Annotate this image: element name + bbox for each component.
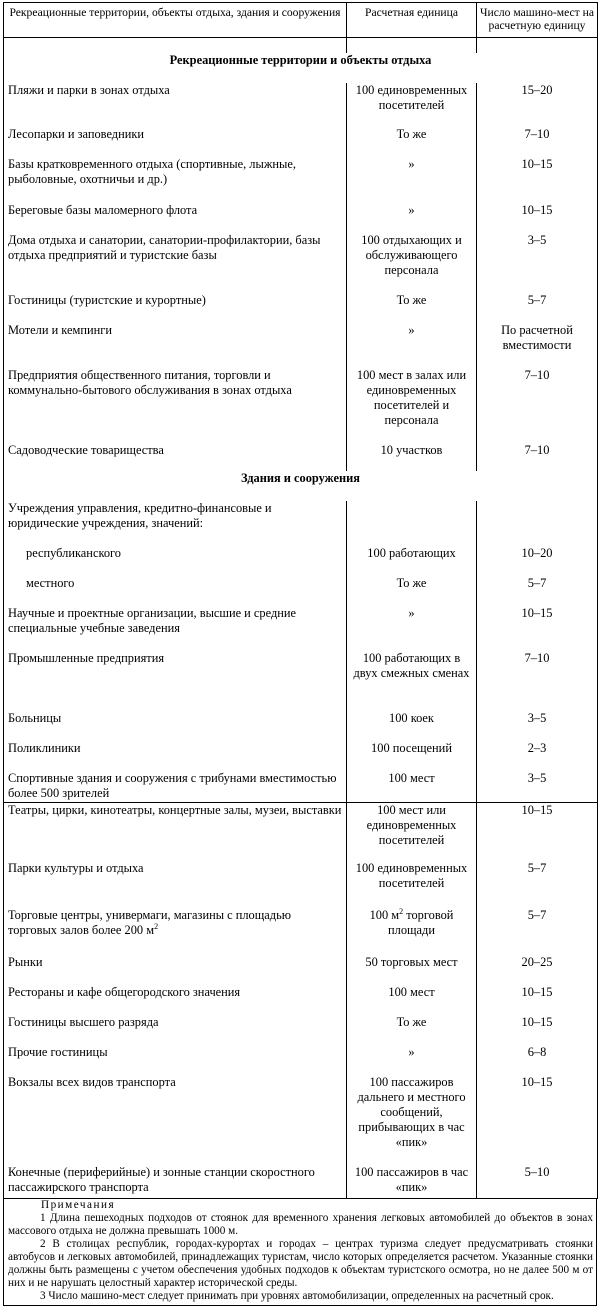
table-row: [4, 203, 598, 233]
row-value: 3–5: [477, 233, 598, 293]
table-row: [4, 861, 598, 908]
section-title-row: [4, 53, 598, 83]
row-unit: То же: [347, 1015, 477, 1045]
row-value: 7–10: [477, 368, 598, 443]
row-name: Базы кратковременного отдыха (спортивные, лыжные, рыболовные, охотничьи и др.): [4, 157, 347, 203]
section-title-row: [4, 471, 598, 501]
superscript: 2: [399, 906, 404, 916]
table-row: [4, 771, 598, 803]
row-unit: 10 участков: [347, 443, 477, 471]
table-row: [4, 157, 598, 203]
row-name: Конечные (периферийные) и зонные станции скоростного пассажирского транспорта: [4, 1165, 347, 1199]
table-row: [4, 1045, 598, 1075]
table-row: [4, 1015, 598, 1045]
table-row: [4, 368, 598, 443]
row-value: 7–10: [477, 443, 598, 471]
superscript: 2: [154, 921, 159, 931]
row-name-text: Торговые центры, универмаги, магазины с площадью торговых залов более 200 м: [8, 907, 291, 937]
table-row: [4, 741, 598, 771]
table-row: [4, 651, 598, 711]
row-unit: 100 коек: [347, 711, 477, 741]
row-value: 10–15: [477, 1015, 598, 1045]
parking-norms-table: [3, 2, 598, 1199]
row-value: 10–15: [477, 606, 598, 651]
row-unit: 100 пассажиров дальнего и местного сообщений, прибывающих в час «пик»: [347, 1075, 477, 1165]
table-row: [4, 83, 598, 127]
row-value: 3–5: [477, 711, 598, 741]
row-name: Мотели и кемпинги: [4, 323, 347, 368]
table-row: [4, 546, 598, 576]
row-unit: 100 мест: [347, 771, 477, 803]
row-unit: 100 единовременных посетителей: [347, 861, 477, 908]
row-value: 5–7: [477, 861, 598, 908]
row-name: Учреждения управления, кредитно-финансовые и юридические учреждения, значений:: [4, 501, 347, 546]
row-unit: [347, 908, 477, 955]
row-name: Пляжи и парки в зонах отдыха: [4, 83, 347, 127]
table-row: [4, 908, 598, 955]
header-col-spaces: Число машино-мест на расчетную единицу: [477, 3, 598, 38]
row-name: Рестораны и кафе общегородского значения: [4, 985, 347, 1015]
row-name: Гостиницы (туристские и курортные): [4, 293, 347, 323]
row-unit: 50 торговых мест: [347, 955, 477, 985]
row-value: 7–10: [477, 651, 598, 711]
row-value: 5–7: [477, 293, 598, 323]
row-unit: 100 мест: [347, 985, 477, 1015]
row-name: Лесопарки и заповедники: [4, 127, 347, 157]
row-value: 5–7: [477, 908, 598, 955]
row-value: 3–5: [477, 771, 598, 803]
section-title: Рекреационные территории и объекты отдыха: [4, 53, 598, 83]
row-name: Театры, цирки, кинотеатры, концертные залы, музеи, выставки: [4, 803, 347, 861]
row-unit: То же: [347, 293, 477, 323]
row-value: 15–20: [477, 83, 598, 127]
row-name: Предприятия общественного питания, торговли и коммунально-бытового обслуживания в зонах отдыха: [4, 368, 347, 443]
row-value: [477, 501, 598, 546]
table-row: [4, 576, 598, 606]
row-value: 10–15: [477, 1075, 598, 1165]
table-row: [4, 711, 598, 741]
note-item: 1 Длина пешеходных подходов от стоянок для временного хранения легковых автомобилей до объектов в зонах массового отдыха не должна превышать 1000 м.: [8, 1212, 593, 1237]
row-unit: [347, 501, 477, 546]
row-value: 10–20: [477, 546, 598, 576]
header-col-objects: Рекреационные территории, объекты отдыха, здания и сооружения: [4, 3, 347, 38]
table-row: [4, 985, 598, 1015]
notes-title: Примечания: [41, 1199, 116, 1211]
row-value: 20–25: [477, 955, 598, 985]
table-row: [4, 293, 598, 323]
row-value: 7–10: [477, 127, 598, 157]
row-value: 2–3: [477, 741, 598, 771]
row-unit: 100 работающих в двух смежных сменах: [347, 651, 477, 711]
row-name: Спортивные здания и сооружения с трибунами вместимостью более 500 зрителей: [4, 771, 347, 803]
note-item: 2 В столицах республик, городах-курортах и городах – центрах туризма следует предусматривать стоянки автобусов и легковых автомобилей, принадлежащих туристам, число которых определяется расчетом. Указанные стоянки должны быть размещены с учетом обеспечения удобных подходов к объектам туристского осмотра, но не далее 500 м от них и не нарушать целостный характер исторической среды.: [8, 1238, 593, 1289]
table-row: [4, 803, 598, 861]
table-row: [4, 1165, 598, 1199]
row-name: Береговые базы маломерного флота: [4, 203, 347, 233]
row-unit: »: [347, 323, 477, 368]
row-value: 10–15: [477, 203, 598, 233]
row-name: республиканского: [4, 546, 347, 576]
row-unit: То же: [347, 127, 477, 157]
spacer-row: [4, 38, 598, 53]
note-item: 3 Число машино-мест следует принимать при уровнях автомобилизации, определенных на расчетный срок.: [40, 1290, 554, 1302]
row-unit: »: [347, 606, 477, 651]
row-value: 6–8: [477, 1045, 598, 1075]
section-title: Здания и сооружения: [4, 471, 598, 501]
row-unit-text-rest: торговой площади: [388, 907, 454, 937]
row-name: Больницы: [4, 711, 347, 741]
table-row: [4, 1075, 598, 1165]
row-unit: 100 отдыхающих и обслуживающего персонала: [347, 233, 477, 293]
row-unit: 100 мест в залах или единовременных посетителей и персонала: [347, 368, 477, 443]
row-unit: »: [347, 1045, 477, 1075]
table-row: [4, 606, 598, 651]
row-name: Научные и проектные организации, высшие и средние специальные учебные заведения: [4, 606, 347, 651]
row-name: [4, 908, 347, 955]
row-unit: 100 посещений: [347, 741, 477, 771]
row-unit: 100 пассажиров в час «пик»: [347, 1165, 477, 1199]
table-header: [4, 3, 598, 38]
row-unit-text: 100 м: [369, 907, 400, 922]
row-name: местного: [4, 576, 347, 606]
row-value: 5–7: [477, 576, 598, 606]
row-name: Промышленные предприятия: [4, 651, 347, 711]
row-name: Садоводческие товарищества: [4, 443, 347, 471]
row-name: Дома отдыха и санатории, санатории-профилактории, базы отдыха предприятий и туристские базы: [4, 233, 347, 293]
row-name: Прочие гостиницы: [4, 1045, 347, 1075]
row-value: 10–15: [477, 157, 598, 203]
row-unit: 100 работающих: [347, 546, 477, 576]
header-col-unit: Расчетная единица: [347, 3, 477, 38]
document: [3, 2, 597, 1302]
table-row: [4, 323, 598, 368]
row-unit: То же: [347, 576, 477, 606]
table-row: [4, 233, 598, 293]
row-name: Парки культуры и отдыха: [4, 861, 347, 908]
row-unit: 100 единовременных посетителей: [347, 83, 477, 127]
row-unit: »: [347, 157, 477, 203]
row-value: По расчетной вместимости: [477, 323, 598, 368]
table-row: [4, 443, 598, 471]
row-name: Поликлиники: [4, 741, 347, 771]
row-value: 10–15: [477, 985, 598, 1015]
row-name: Вокзалы всех видов транспорта: [4, 1075, 347, 1165]
table-row: [4, 955, 598, 985]
row-name: Гостиницы высшего разряда: [4, 1015, 347, 1045]
row-unit: 100 мест или единовременных посетителей: [347, 803, 477, 861]
row-name: Рынки: [4, 955, 347, 985]
row-unit: »: [347, 203, 477, 233]
row-value: 10–15: [477, 803, 598, 861]
row-value: 5–10: [477, 1165, 598, 1199]
table-row: [4, 127, 598, 157]
table-row: [4, 501, 598, 546]
notes-block: [3, 1198, 597, 1306]
